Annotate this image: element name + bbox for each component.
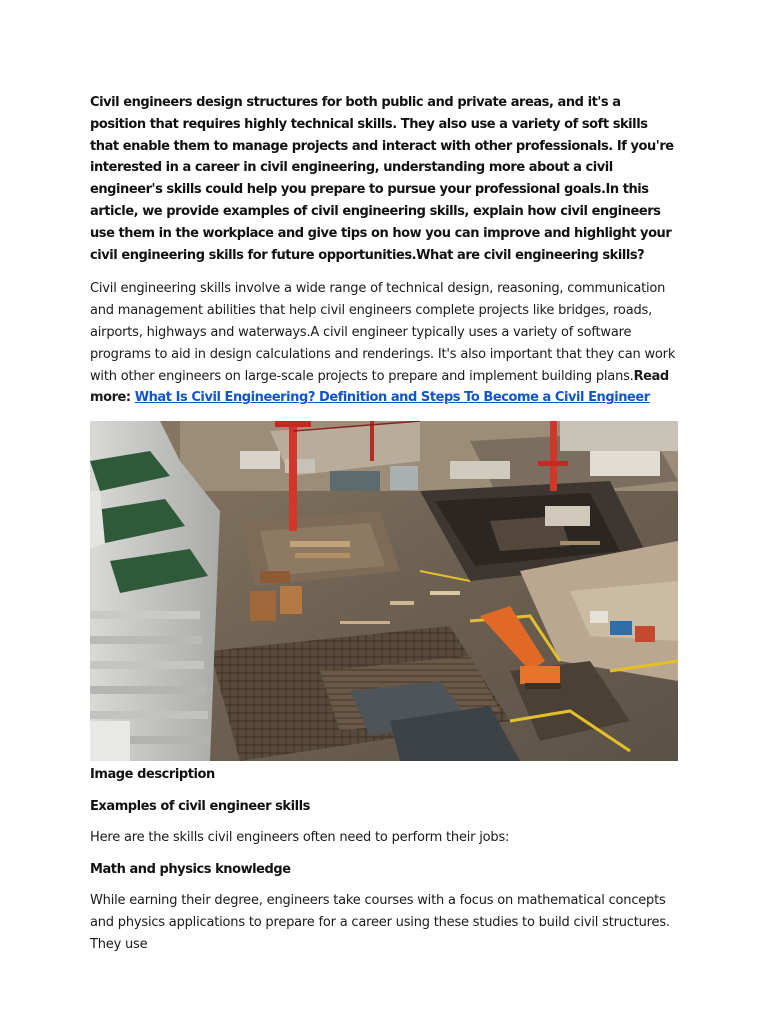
image-caption: Image description xyxy=(90,767,215,783)
skills-paragraph xyxy=(90,278,680,409)
read-more-link[interactable]: What Is Civil Engineering? Definition and Steps To Become a Civil Engineer xyxy=(134,390,650,406)
examples-intro: Here are the skills civil engineers often need to perform their jobs: xyxy=(90,830,510,846)
construction-site-photo xyxy=(90,421,678,761)
document-page xyxy=(90,92,680,955)
skills-paragraph-text: Civil engineering skills involve a wide range of technical design, reasoning, communication and management abilities that help civil engineers complete projects like bridges, roads, airports, highways and waterways.A civil engineer typically uses a variety of software programs to aid in design calculations and renderings. It's also important that they can work with other engineers on large-scale projects to prepare and implement building plans. xyxy=(90,281,676,384)
examples-heading: Examples of civil engineer skills xyxy=(90,799,310,815)
math-physics-paragraph: While earning their degree, engineers take courses with a focus on mathematical concepts and physics applications to prepare for a career using these studies to build civil structures. They use xyxy=(90,892,670,952)
math-physics-heading: Math and physics knowledge xyxy=(90,861,291,877)
intro-paragraph: Civil engineers design structures for both public and private areas, and it's a position that requires highly technical skills. They also use a variety of soft skills that enable them to manage projects and interact with other professionals. If you're interested in a career in civil engineering, understanding more about a civil engineer's skills could help you prepare to pursue your professional goals.In this article, we provide examples of civil engineering skills, explain how civil engineers use them in the workplace and give tips on how you can improve and highlight your civil engineering skills for future opportunities.What are civil engineering skills? xyxy=(90,95,674,263)
read-more-label: Read more: xyxy=(90,368,669,406)
